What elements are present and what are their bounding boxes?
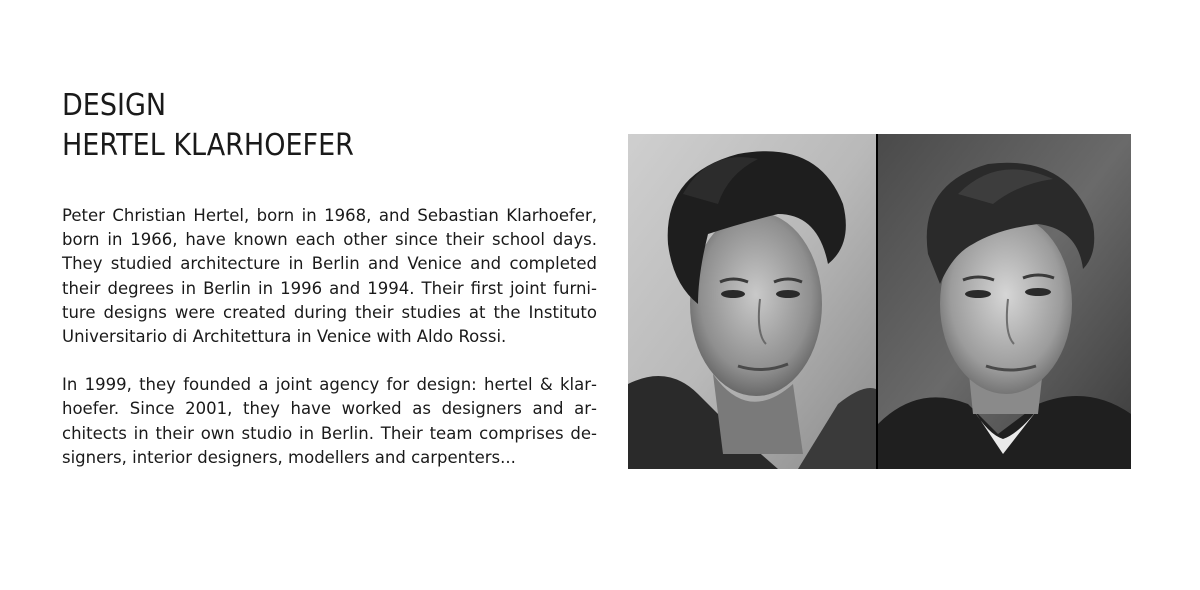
portrait-photo-klarhoefer [878,134,1131,469]
biography-text [62,204,597,494]
portrait-hertel-image [628,134,876,469]
title-line-design: DESIGN [62,88,167,123]
portrait-photo-hertel [628,134,876,469]
biography-paragraph-1: Peter Christian Hertel, born in 1968, and Sebastian Klarhoefer, born in 1966, have known each other since their school days. They studied architecture in Berlin and Venice and completed their degrees in Berlin in 1996 and 1994. Their first joint furniture designs were created during their studies at the Instituto Universitario di Architettura in Venice with Aldo Rossi. [62,206,597,347]
page-title [62,86,354,166]
portrait-klarhoefer-image [878,134,1131,469]
biography-paragraph-2: In 1999, they founded a joint agency for design: hertel & klarhoefer. Since 2001, they have worked as designers and architects in their own studio in Berlin. Their team comprises designers, interior designers, modellers and carpenters... [62,375,597,467]
portrait-photos [628,134,1131,469]
title-line-names: HERTEL KLARHOEFER [62,128,354,163]
